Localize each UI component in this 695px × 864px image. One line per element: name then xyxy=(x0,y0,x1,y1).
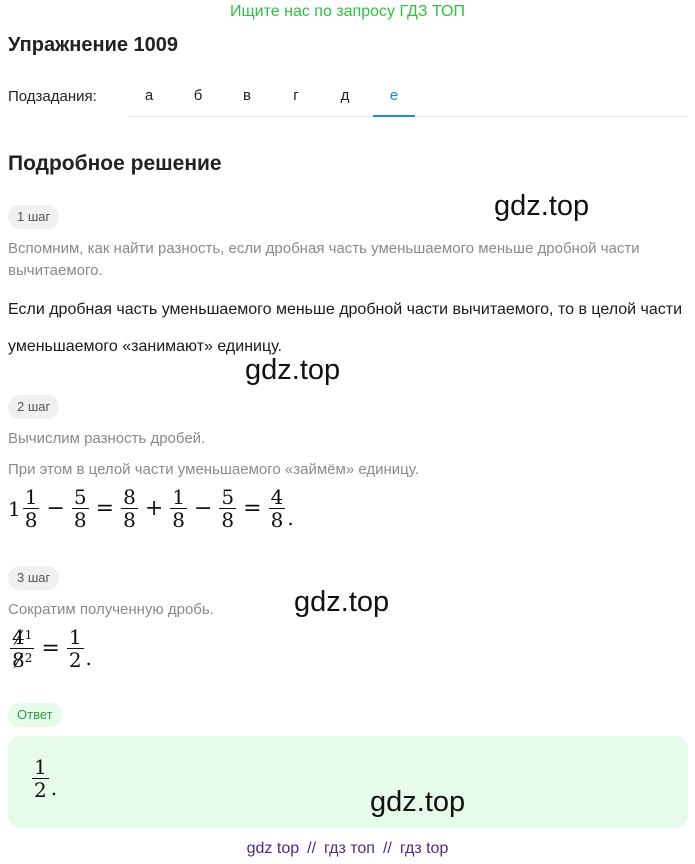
operator: − xyxy=(46,496,65,521)
subtask-tab-e[interactable]: е xyxy=(373,80,415,117)
formula-step-2 xyxy=(8,486,294,531)
subtask-tab-b[interactable]: б xyxy=(193,87,203,104)
operator: = xyxy=(243,496,262,521)
crossed-digit: 8 xyxy=(12,648,25,672)
step-hint-1: Вспомним, как найти разность, если дробная часть уменьшаемого меньше дробной части вычитаемого. xyxy=(8,240,640,279)
watermark: gdz.top xyxy=(245,354,341,386)
subtask-tab-v[interactable]: в xyxy=(243,87,251,104)
formula-period: . xyxy=(50,776,58,800)
crossed-digit: 4 xyxy=(12,625,25,649)
fraction: $\frac{4}{8}$ xyxy=(270,485,284,532)
fraction: $\frac{5}{8}$ xyxy=(221,485,235,532)
fraction: $\frac{1}{2}$ xyxy=(34,755,47,802)
operator: = xyxy=(95,496,115,521)
formula-period: . xyxy=(287,506,294,530)
subtask-tab-a[interactable]: а xyxy=(144,87,154,104)
fraction: $\frac{1}{8}$ xyxy=(24,485,38,532)
footer-links xyxy=(0,840,695,858)
watermark: gdz.top xyxy=(494,190,590,222)
subtask-tab-g[interactable]: г xyxy=(293,87,299,104)
footer-link-gdz-top[interactable]: gdz top xyxy=(246,840,300,857)
fraction: $\frac{1}{8}$ xyxy=(172,485,185,532)
solution-heading: Подробное решение xyxy=(8,152,222,175)
formula-step-3 xyxy=(8,626,92,671)
formula-whole: 1 xyxy=(8,496,21,521)
fraction: $\frac{5}{8}$ xyxy=(73,485,87,532)
step-hint-2b: При этом в целой части уменьшаемого «займём» единицу. xyxy=(8,461,419,478)
subtasks-nav xyxy=(128,80,688,117)
fraction: $\frac{1}{2}$ xyxy=(68,625,82,672)
step-hint-3: Сократим полученную дробь. xyxy=(8,601,214,618)
fraction: $\frac{8}{8}$ xyxy=(123,485,136,532)
step-badge-1: 1 шаг xyxy=(8,205,59,229)
answer-formula xyxy=(30,756,57,801)
fraction-reduced: $\frac{4^1}{8^2}$ xyxy=(12,625,33,672)
step-text-1: Если дробная часть уменьшаемого меньше дробной части вычитаемого, то в целой части уменьшаемого «занимают» единицу. xyxy=(8,301,683,355)
watermark: gdz.top xyxy=(370,786,466,818)
answer-badge: Ответ xyxy=(8,703,62,727)
watermark: gdz.top xyxy=(294,586,390,618)
footer-link-gdz-top-ru[interactable]: гдз топ xyxy=(324,840,375,857)
footer-separator: // xyxy=(307,840,317,857)
subtasks-label: Подзадания: xyxy=(8,88,97,105)
subtask-tab-d[interactable]: д xyxy=(340,87,350,104)
step-badge-2: 2 шаг xyxy=(8,395,59,419)
step-badge-3: 3 шаг xyxy=(8,566,59,590)
operator: − xyxy=(193,496,213,521)
page-title: Упражнение 1009 xyxy=(8,34,179,56)
footer-separator: // xyxy=(382,840,392,857)
formula-period: . xyxy=(85,646,92,670)
footer-link-gdz-top-mixed[interactable]: гдз top xyxy=(399,840,449,857)
step-hint-2: Вычислим разность дробей. xyxy=(8,430,206,447)
promo-banner[interactable]: Ищите нас по запросу ГДЗ ТОП xyxy=(230,3,465,20)
answer-box xyxy=(8,736,688,828)
operator: = xyxy=(41,636,60,661)
operator: + xyxy=(144,496,164,521)
